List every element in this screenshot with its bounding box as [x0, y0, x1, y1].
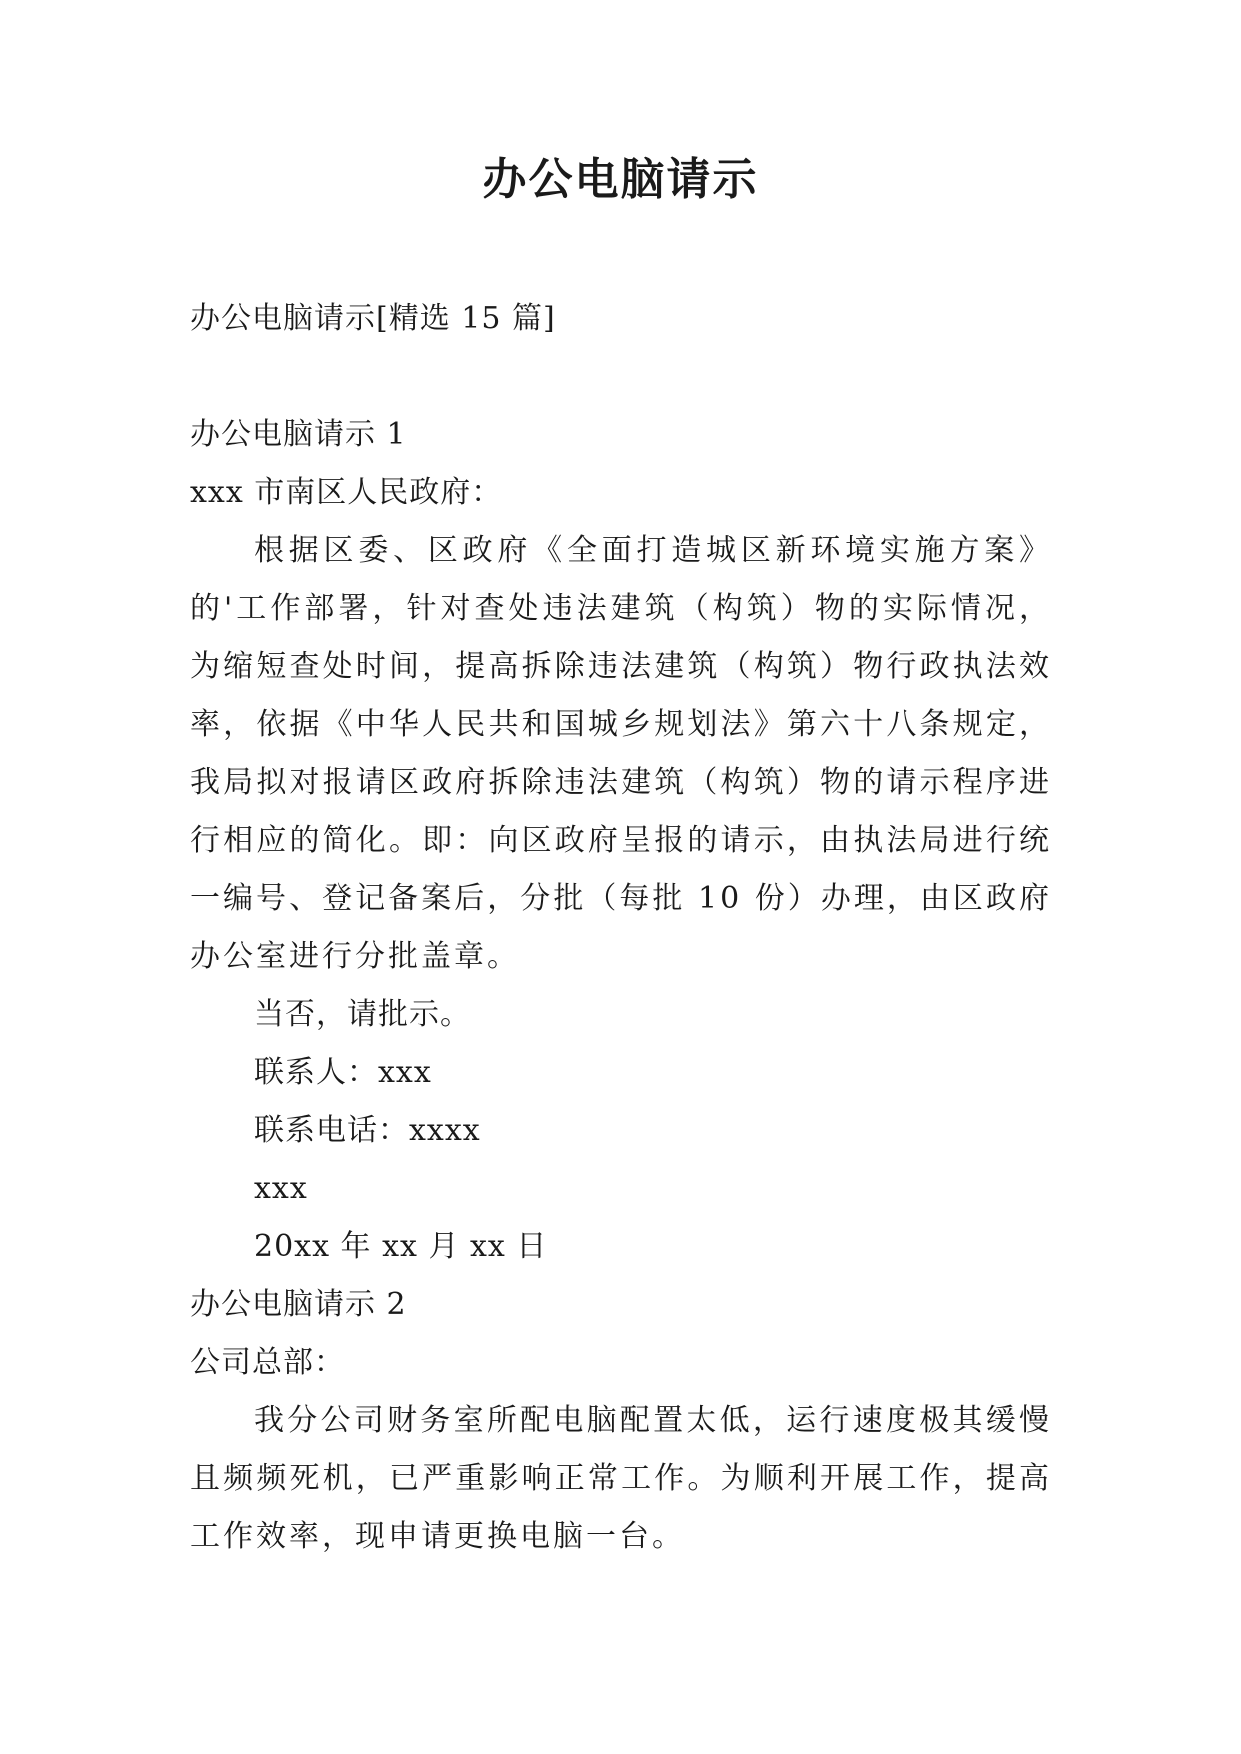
- section-1-date: 20xx 年 xx 月 xx 日: [254, 1229, 548, 1264]
- section-1-heading: 办公电脑请示 1: [190, 417, 407, 452]
- section-1-addressee: xxx 市南区人民政府：: [190, 475, 503, 510]
- section-1-contact-person: 联系人：xxx: [254, 1055, 432, 1090]
- document-title: 办公电脑请示: [482, 154, 759, 205]
- document-body: [190, 290, 1052, 1566]
- section-1-contact-phone: 联系电话：xxxx: [254, 1113, 481, 1148]
- spacer: [190, 348, 1052, 406]
- section-2-addressee: 公司总部：: [190, 1345, 345, 1380]
- section-2-body: 我分公司财务室所配电脑配置太低，运行速度极其缓慢且频频死机，已严重影响正常工作。为顺利开展工作，提高工作效率，现申请更换电脑一台。: [190, 1403, 1052, 1554]
- section-1-closing: 当否，请批示。: [254, 997, 471, 1032]
- document-subtitle: 办公电脑请示[精选 15 篇]: [190, 301, 556, 336]
- section-1-body: 根据区委、区政府《全面打造城区新环境实施方案》的'工作部署，针对查处违法建筑（构筑）物的实际情况，为缩短查处时间，提高拆除违法建筑（构筑）物行政执法效率，依据《中华人民共和国城乡规划法》第六十八条规定，我局拟对报请区政府拆除违法建筑（构筑）物的请示程序进行相应的简化。即：向区政府呈报的请示，由执法局进行统一编号、登记备案后，分批（每批 10 份）办理，由区政府办公室进行分批盖章。: [190, 533, 1052, 974]
- section-2-heading: 办公电脑请示 2: [190, 1287, 407, 1322]
- section-1-signature: xxx: [254, 1171, 308, 1206]
